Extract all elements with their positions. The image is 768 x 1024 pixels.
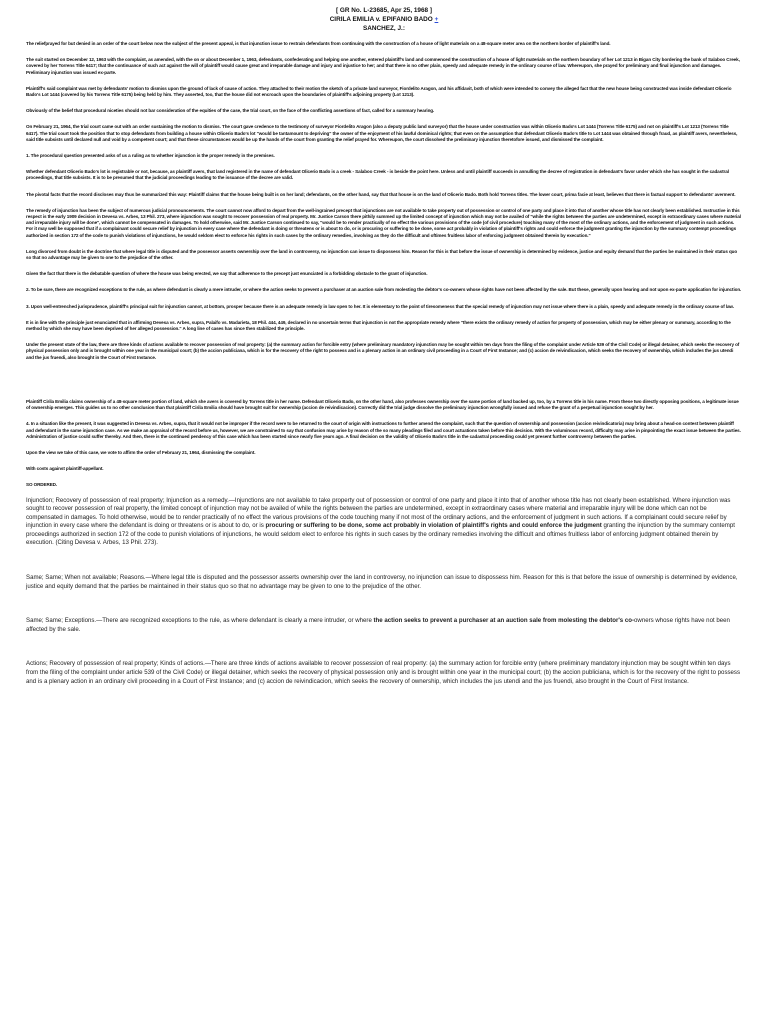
syllabus-paragraph xyxy=(26,574,742,591)
parties-footnote-link[interactable]: + xyxy=(434,16,439,23)
body-paragraph: It is in line with the principle just enunciated that in affirming Devesa vs. Arbes, supra, Palaifo vs. Madarieta, 18 Phil. 444, 449, declared in no uncertain terms that injunction is not the appropriate remedy where "there exists the ordinary remedy of action for property of possession, which may be either plenary or summary, according to the method by which she may have been deprived of her alleged possession." A long line of cases has since then stabilized the principle. xyxy=(26,319,731,332)
body-paragraph: Under the present state of the law, there are three kinds of actions available to recover possession of real property: (a) the summary action for forcible entry (where preliminary mandatory injunction may be sought within ten days from the filing of the complaint under Article 539 of the Civil Code) or illegal detainer, which seeks the recovery of physical possession only and is brought within one year in the municipal court; (b) the accion publiciana, which is for the recovery of the right to possess and is a plenary action in an ordinary civil proceeding in a Court of First Instance; and (c) accion de reivindicacion, which seeks the recovery of ownership, which includes the jus utendi and the jus fruendi, also brought in the Court of First Instance. xyxy=(26,342,740,360)
syllabus-text: Injunction; Recovery of possession of real property; Injunction as a remedy.—Injunctions are not available to take property out of possession or control of one party and place it into that of another whose title has not clearly been established. Where injunction was sought to recover possession of real property, the limited concept of injunction may not be availed of while the rights between the parties are undetermined, except in extraordinary cases where material and irreparable injury will be done which can not be compensated in damages. To hold otherwise, would be to render practically of no effect the various provisions of the code touching many if not most of the ordinary actions, and the enforcement of judgment in such actions. If a complainant could secure relief by injunction in every case where the defendant is doing or threatens or is about to do, or is xyxy=(26,496,731,530)
body-paragraph: Upon the view we take of this case, we vote to affirm the order of February 21, 1964, dismissing the complaint. xyxy=(26,449,256,455)
case-number: [ GR No. L-23685, Apr 25, 1968 ] xyxy=(335,7,432,14)
syllabus-tail-text: owners whose rights have not been affected by the sale. xyxy=(26,617,730,633)
body-paragraph: The remedy of injunction has been the subject of numerous judicial pronouncements. The court cannot now afford to depart from the well-ingrained precept that injunctions are not available to take property out of possession or control of one party and place it into that of another whose title has not clearly been established. Instructive in this respect is the early 1909 decision in Devesa vs. Arbes, 13 Phil. 273, where injunction was sought to recover possession of real property. Mr. Justice Carson there pithily summed up the limited concept of injunction which may not be availed of "while the rights between the parties are undetermined, except in extraordinary cases where material and irreparable injury will be done", which cannot be compensated in damages. To hold otherwise, said Mr. Justice Carson continued to say, "would be to render practically of no effect the various provisions of the code (of civil procedure) touching many of the most of the ordinary actions, and the enforcement of judgment in such actions. For it may well be supposed that if a complainant could secure relief by injunction in every case where the defendant is doing or threatens or is about to do, or is procuring or suffering to be done, some act probably in violation of plaintiff's rights and could enforce the judgment granting the injunction by the summary contempt proceedings authorized in section 172 of the code to punish violations of injunctions, he would seldom elect to enforce his rights in such cases by the ordinary remedies, involving as they do the difficult and oftimes fruitless labor of enforcing judgment obtained therein by execution." xyxy=(26,207,741,238)
body-paragraph: 2. To be sure, there are recognized exceptions to the rule, as where defendant is clearly a mere intruder, or where the action seeks to prevent a purchaser at an auction sale from molesting the debtor's co-owners whose rights have not been affected by the sale. But these, generally upon hearing and not upon ex-parte application for injunction. xyxy=(26,287,742,293)
syllabus-tail-text: granting the injunction by the summary contempt proceedings authorized in section 172 of the code to punish violations of injunctions, he would seldom elect to enforce his rights in such cases by the ordinary remedies involving the difficult and oftimes fruitless labor of enforcing judgment obtained therein by execution. (Citing Devesa v. Arbes, 13 Phil. 273). xyxy=(26,522,735,547)
ponente: SANCHEZ, J.: xyxy=(363,25,405,32)
case-parties-text: CIRILA EMILIA v. EPIFANIO BADO xyxy=(329,16,433,23)
body-paragraph: The pivotal facts that the record discloses may thus be summarized this way: Plaintiff claims that the house being built is on her land; defendants, on the other hand, say that that house is on the land of Olicerio Bado. Both hold Torrens titles. The lower court, prima facie at least, believes that there is factual support to defendants' averment. xyxy=(26,191,736,197)
body-paragraph: Plaintiff Cirila Emilia claims ownership of a 48-square meter portion of land, which she avers is covered by Torrens title in her name. Defendant Olicerio Bado, on the other hand, also professes ownership over the same portion of land backed up, too, by a Torrens title in his name. From these two directly opposing positions, a legitimate issue of ownership emerges. This guides us to no other conclusion than that plaintiff Cirila Emilia should have brought suit for ownership (accion de reivindicacion). Correctly did the trial judge dissolve the preliminary injunction wrongfully issued and refuse the grant of a perpetual injunction sought by her. xyxy=(26,398,739,411)
body-paragraph: Given the fact that there is the debatable question of where the house was being erected, we say that adherence to the precept just enunciated is a forbidding obstacle to the grant of injunction. xyxy=(26,271,428,277)
body-paragraph: With costs against plaintiff-appellant. xyxy=(26,466,104,472)
body-paragraph: Obviously of the belief that procedural niceties should not bar consideration of the equities of the case, the trial court, on the face of the conflicting assertions of fact, called for a summary hearing. xyxy=(26,108,435,114)
syllabus-paragraph xyxy=(26,617,742,634)
body-paragraph: Whether defendant Olicerio Bado's lot is registrable or not, because, as plaintiff avers, that land registered in the name of defendant Olicerio Bado is a creek - Salaboo Creek - is beside the point here. Unless and until plaintiff succeeds in annulling the decree of registration in defendant's favor under which she has sought in the cadastral proceedings, that title subsists. It is to be presumed that the judicial proceedings leading to the issuance of the decree are valid. xyxy=(26,169,729,181)
body-paragraph: The reliefprayed for but denied in an order of the court below now the subject of the present appeal, is that injunction issue to restrain defendants from continuing with the construction of a house of light materials on a 48-square meter area on the northern border of plaintiff's land. xyxy=(26,41,611,46)
syllabus-text: Same; Same; When not available; Reasons.—Where legal title is disputed and the possessor asserts ownership over the land in controversy, no injunction can issue to dispossess him. Reason for this is that before the issue of ownership is determined by evidence, justice and equity demand that the parties be maintained in their status quo so that no advantage may be given to one to the prejudice of the other. xyxy=(26,574,738,590)
syllabi xyxy=(26,497,742,687)
body-paragraph: Long divorced from doubt is the doctrine that where legal title is disputed and the possessor asserts ownership over the land in controversy, no injunction can issue to dispossess him. Reason for this is that before the issue of ownership is determined by evidence, justice and equity demand that the parties be maintained in their status quo so that no advantage may be given to one to the prejudice of the other. xyxy=(26,248,738,261)
case-header xyxy=(26,0,742,33)
syllabus-text: Actions; Recovery of possession of real property; Kinds of actions.—There are three kinds of actions available to recover possession of real property: (a) the summary action for forcible entry (where preliminary mandatory injunction may be sought within ten days from the filing of the complaint under article 539 of the Civil Code) or illegal detainer, which seeks the recovery of physical possession only and is brought within one year in the municipal court; (b) the accion publiciana, which is for the recovery of the right to possess and is a plenary action in an ordinary civil proceeding in a Court of First Instance; and (c) accion de reivindicacion, which seeks the recovery of ownership, which includes the jus utendi and the jus fruendi, also brought in the Court of First Instance. xyxy=(26,660,741,685)
body-paragraph: On February 21, 1964, the trial court came out with an order sustaining the motion to dismiss. The court gave credence to the testimony of surveyor Fiordelito Aragon (also a deputy public land surveyor) that the house under construction was within Olicerio Bado's Lot 1444 (Torrens Title 6175) and not on plaintiff's Lot 1213 (Torrens Title 6417). The trial court took the position that to stop defendants from building a house within Olicerio Bado's lot "would be tantamount to depriving" the owner of the enjoyment of his lawful dominical rights; that even on the assumption that defendant Olicerio Bado's title to Lot 1444 was obtained through fraud, as plaintiff avers, nevertheless, said title subsists until declared null and void by a competent court; and that these circumstances would be up the hands of the court from granting the relief prayed for. Whereupon, the court dissolved the preliminary injunction theretofore issued, and dismissed the complaint. xyxy=(26,124,738,142)
body-paragraph: 3. Upon well-entrenched jurisprudence, plaintiff's principal suit for injunction cannot, at bottom, prosper because there is an adequate remedy in law open to her. It is elementary to the point of tiresomeness that the special remedy of injunction may not issue where there is a plain, speedy and adequate remedy in the ordinary course of law. xyxy=(26,303,734,309)
syllabus-paragraph xyxy=(26,660,742,686)
body-paragraph: Plaintiff's said complaint was met by defendants' motion to dismiss upon the ground of lack of cause of action. They attached to their motion the sketch of a private land surveyor, Fiordelito Aragon, and his affidavit, both of which were intended to convey the alleged fact that the new house being constructed was inside defendant Olicerio Bado's Lot 1444 (covered by his Torrens Title 6175) being held by him. They asserted, too, that the house did not encroach upon the boundaries of plaintiff's adjoining property (Lot 1213). xyxy=(26,85,732,98)
body-paragraph: 4. In a situation like the present, it was suggested in Devesa vs. Arbes, supra, that it would not be improper if the record were to be returned to the court of origin with instructions to further amend the complaint, such that the question of ownership and possession (accion reivindicatoria) may bring about a head-on contest between plaintiff and defendant in the same injunction case. As we make an appraisal of the record before us, however, we are constrained to say that confusion may arise by reason of the so many pleadings filed and court actuations taken before this decision. With the voluminous record, difficulty may arise in pinpointing the exact issue between the parties. Administration of justice could suffer thereby. And then, there is the continued pendency of this case which has been started since nearly five years ago. A final decision on the validity of Olicerio Bado's title in the cadastral proceeding could yet present further controversy between the parties. xyxy=(26,421,741,439)
syllabus-text: Same; Same; Exceptions.—There are recognized exceptions to the rule, as where defendant is clearly a mere intruder, or where xyxy=(26,617,374,625)
case-parties xyxy=(26,15,742,24)
decision-body xyxy=(26,41,742,489)
body-paragraph: The suit started on December 12, 1963 with the complaint, as amended, with the on or about December 1, 1963, defendants, confederating and helping one another, entered plaintiff's land and commenced the construction of a house of light materials on the northern boundary of her Lot 1213 in Bigan City bordering the bank of Salaboo Creek, covered by her Torrens Title 6417; that the continuance of such act against the will of plaintiff would cause great and irreparable damage and injury and injustice to her; and that there is no other plain, speedy and adequate remedy in the ordinary course of law. Whereupon, she prayed for preliminary and final injunction and damages. Preliminary injunction was issued ex-parte. xyxy=(26,57,740,75)
syllabus-paragraph xyxy=(26,497,742,549)
syllabus-bold-text: procuring or suffering to be done, some act probably in violation of plaintiff's rights and could enforce the judgment xyxy=(265,522,602,530)
syllabus-bold-text: the action seeks to prevent a purchaser at an auction sale from molesting the debtor's co- xyxy=(373,617,635,625)
so-ordered: SO ORDERED. xyxy=(26,482,58,488)
body-paragraph: 1. The procedural question presented asks of us a ruling as to whether injunction is the proper remedy in the premises. xyxy=(26,153,275,159)
